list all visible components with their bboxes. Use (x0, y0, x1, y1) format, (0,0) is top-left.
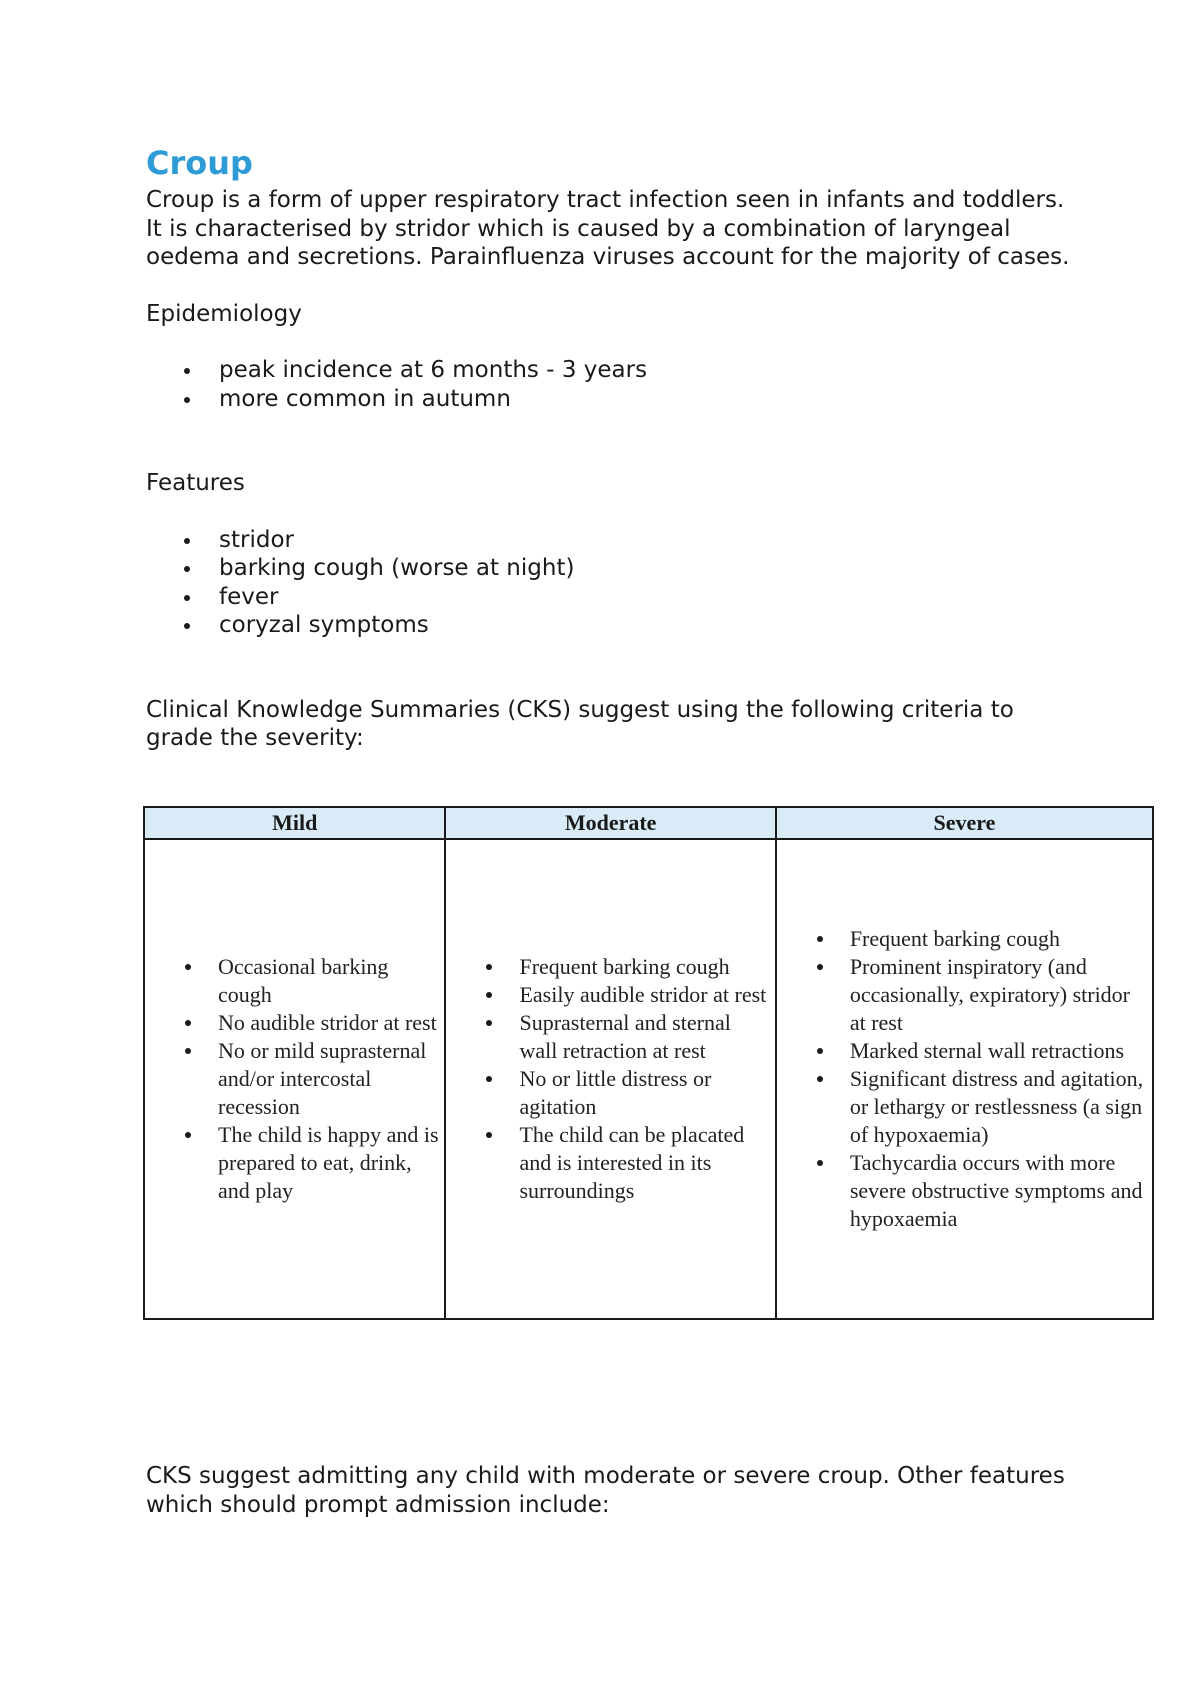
epidemiology-heading: Epidemiology (146, 300, 302, 327)
intro-paragraph: Croup is a form of upper respiratory tract infection seen in infants and toddlers. It is characterised by stridor which is caused by a combination of laryngeal oedema and secretions. Parainfluenza viruses account for the majority of cases. (146, 187, 1070, 270)
list-item: Easily audible stridor at rest (446, 981, 770, 1009)
moderate-criteria-list (446, 953, 770, 1205)
list-item: The child can be placated and is interested in its surroundings (446, 1121, 770, 1205)
list-item: more common in autumn (146, 385, 1076, 414)
list-item: Occasional barking cough (145, 953, 440, 1009)
list-item: Marked sternal wall retractions (777, 1037, 1148, 1065)
page-title: Croup (146, 144, 253, 182)
list-item: Significant distress and agitation, or lethargy or restlessness (a sign of hypoxaemia) (777, 1065, 1148, 1149)
epidemiology-list (146, 356, 1076, 413)
list-item: No audible stridor at rest (145, 1009, 440, 1037)
list-item: coryzal symptoms (146, 611, 1076, 640)
moderate-cell (445, 839, 775, 1319)
list-item: Frequent barking cough (446, 953, 770, 981)
features-heading: Features (146, 470, 245, 496)
list-item: fever (146, 583, 1076, 612)
mild-criteria-list (145, 953, 440, 1205)
document-content (146, 140, 1076, 753)
list-item: The child is happy and is prepared to eat, drink, and play (145, 1121, 440, 1205)
admission-paragraph: CKS suggest admitting any child with moderate or severe croup. Other features which should prompt admission include: (146, 1463, 1065, 1518)
table-header-row (144, 807, 1153, 839)
list-item: No or little distress or agitation (446, 1065, 770, 1121)
cks-intro-paragraph: Clinical Knowledge Summaries (CKS) suggest using the following criteria to grade the severity: (146, 696, 1014, 751)
column-header-moderate: Moderate (445, 807, 775, 839)
list-item: Suprasternal and sternal wall retraction at rest (446, 1009, 770, 1065)
severe-criteria-list (777, 925, 1148, 1233)
mild-cell (144, 839, 445, 1319)
admission-section (146, 1462, 1076, 1519)
severity-table (143, 806, 1154, 1320)
list-item: Frequent barking cough (777, 925, 1148, 953)
list-item: peak incidence at 6 months - 3 years (146, 356, 1076, 385)
column-header-severe: Severe (776, 807, 1153, 839)
list-item: Tachycardia occurs with more severe obstructive symptoms and hypoxaemia (777, 1149, 1148, 1233)
features-list (146, 526, 1076, 640)
severe-cell (776, 839, 1153, 1319)
list-item: stridor (146, 526, 1076, 555)
list-item: No or mild suprasternal and/or intercostal recession (145, 1037, 440, 1121)
list-item: Prominent inspiratory (and occasionally, expiratory) stridor at rest (777, 953, 1148, 1037)
table-row (144, 839, 1153, 1319)
list-item: barking cough (worse at night) (146, 554, 1076, 583)
column-header-mild: Mild (144, 807, 445, 839)
